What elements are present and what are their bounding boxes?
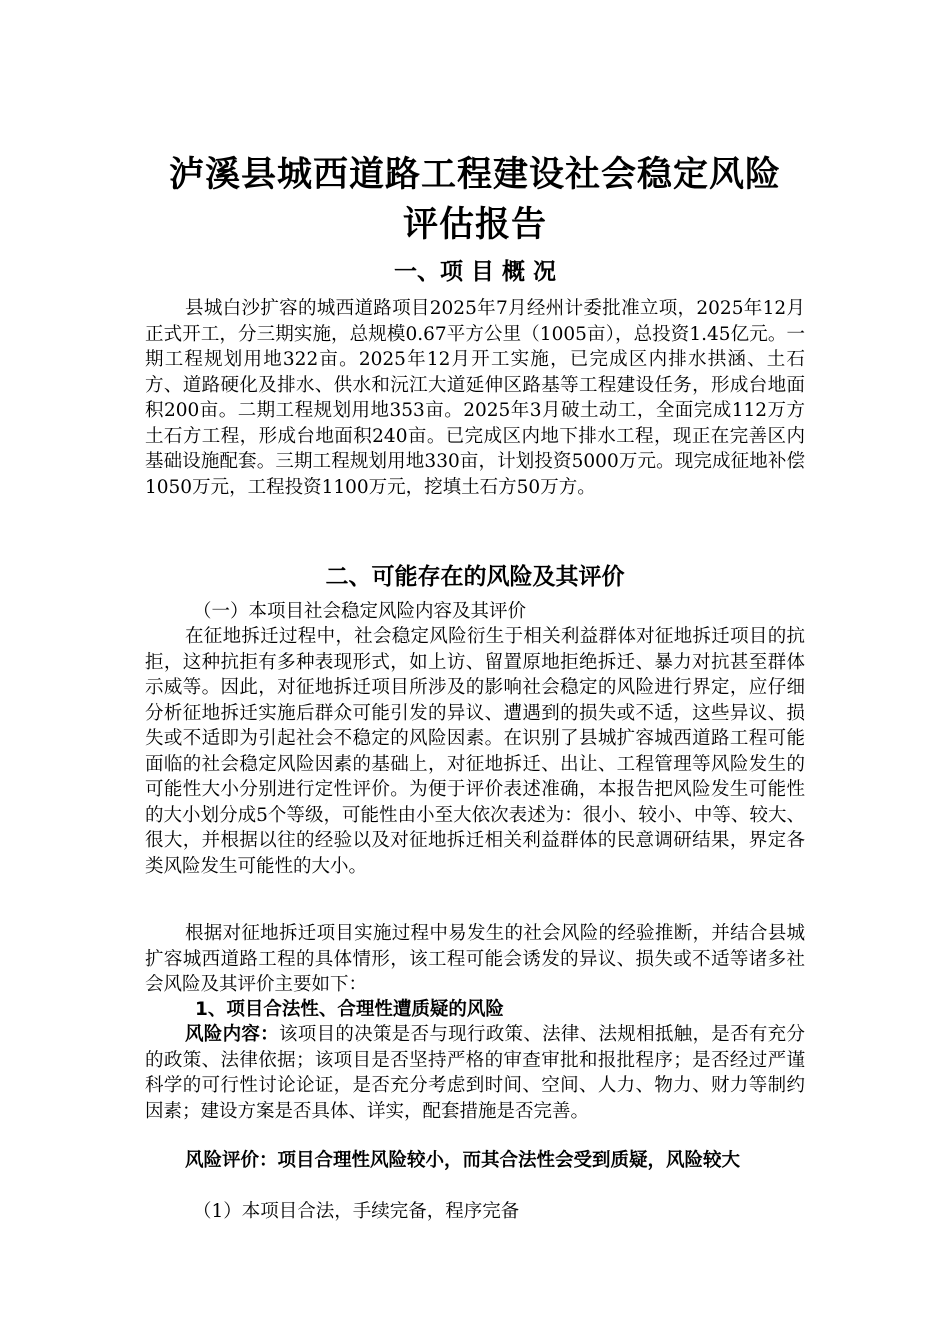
document-title-line-2: 评估报告 bbox=[402, 205, 547, 245]
item-1-text: （1）本项目合法，手续完备，程序完备 bbox=[193, 1201, 520, 1222]
section-2-heading: 二、可能存在的风险及其评价 bbox=[325, 564, 625, 590]
paragraph-land-acquisition-risk: 在征地拆迁过程中，社会稳定风险衍生于相关利益群体对征地拆迁项目的抗拒，这种抗拒有多种表现形式，如上访、留置原地拒绝拆迁、暴力对抗甚至群体示威等。因此，对征地拆迁项目所涉及的影响社会稳定的风险进行界定，应仔细分析征地拆迁实施后群众可能引发的异议、遭遇到的损失或不适，这些异议、损失或不适即为引起社会不稳定的风险因素。在识别了县城扩容城西道路工程可能面临的社会稳定风险因素的基础上，对征地拆迁、出让、工程管理等风险发生的可能性大小分别进行定性评价。为便于评价表述准确，本报告把风险发生可能性的大小划分成5个等级，可能性由小至大依次表述为：很小、较小、中等、较大、很大，并根据以往的经验以及对征地拆迁相关利益群体的民意调研结果，界定各类风险发生可能性的大小。 bbox=[145, 626, 805, 877]
paragraph-risk-inference: 根据对征地拆迁项目实施过程中易发生的社会风险的经验推断，并结合县城扩容城西道路工程的具体情形，该工程可能会诱发的异议、损失或不适等诸多社会风险及其评价主要如下： bbox=[145, 923, 805, 995]
section-1-heading: 一、项 目 概 况 bbox=[393, 259, 557, 285]
section-1-paragraph: 县城白沙扩容的城西道路项目2025年7月经州计委批准立项，2025年12月正式开工，分三期实施，总规模0.67平方公里（1005亩），总投资1.45亿元。一期工程规划用地322亩。2025年12月开工实施，已完成区内排水拱涵、土石方、道路硬化及排水、供水和沅江大道延伸区路基等工程建设任务，形成台地面积200亩。二期工程规划用地353亩。2025年3月破土动工，全面完成112万方土石方工程，形成台地面积240亩。已完成区内地下排水工程，现正在完善区内基础设施配套。三期工程规划用地330亩，计划投资5000万元。现完成征地补偿1050万元，工程投资1100万元，挖填土石方50万方。 bbox=[145, 298, 805, 498]
risk-evaluation-paragraph: 风险评价：项目合理性风险较小，而其合法性会受到质疑，风险较大 bbox=[185, 1150, 741, 1171]
risk-content-label: 风险内容： bbox=[185, 1024, 279, 1045]
risk-content-text: 该项目的决策是否与现行政策、法律、法规相抵触，是否有充分的政策、法律依据；该项目是否坚持严格的审查审批和报批程序；是否经过严谨科学的可行性讨论论证，是否充分考虑到时间、空间、人力、物力、财力等制约因素；建设方案是否具体、详实，配套措施是否完善。 bbox=[145, 1024, 805, 1122]
risk-content-paragraph bbox=[145, 1022, 805, 1124]
document-title-line-1: 泸溪县城西道路工程建设社会稳定风险 bbox=[168, 155, 781, 195]
subsection-1-heading: （一）本项目社会稳定风险内容及其评价 bbox=[193, 601, 527, 622]
risk-1-heading: 1、项目合法性、合理性遭质疑的风险 bbox=[195, 999, 504, 1020]
